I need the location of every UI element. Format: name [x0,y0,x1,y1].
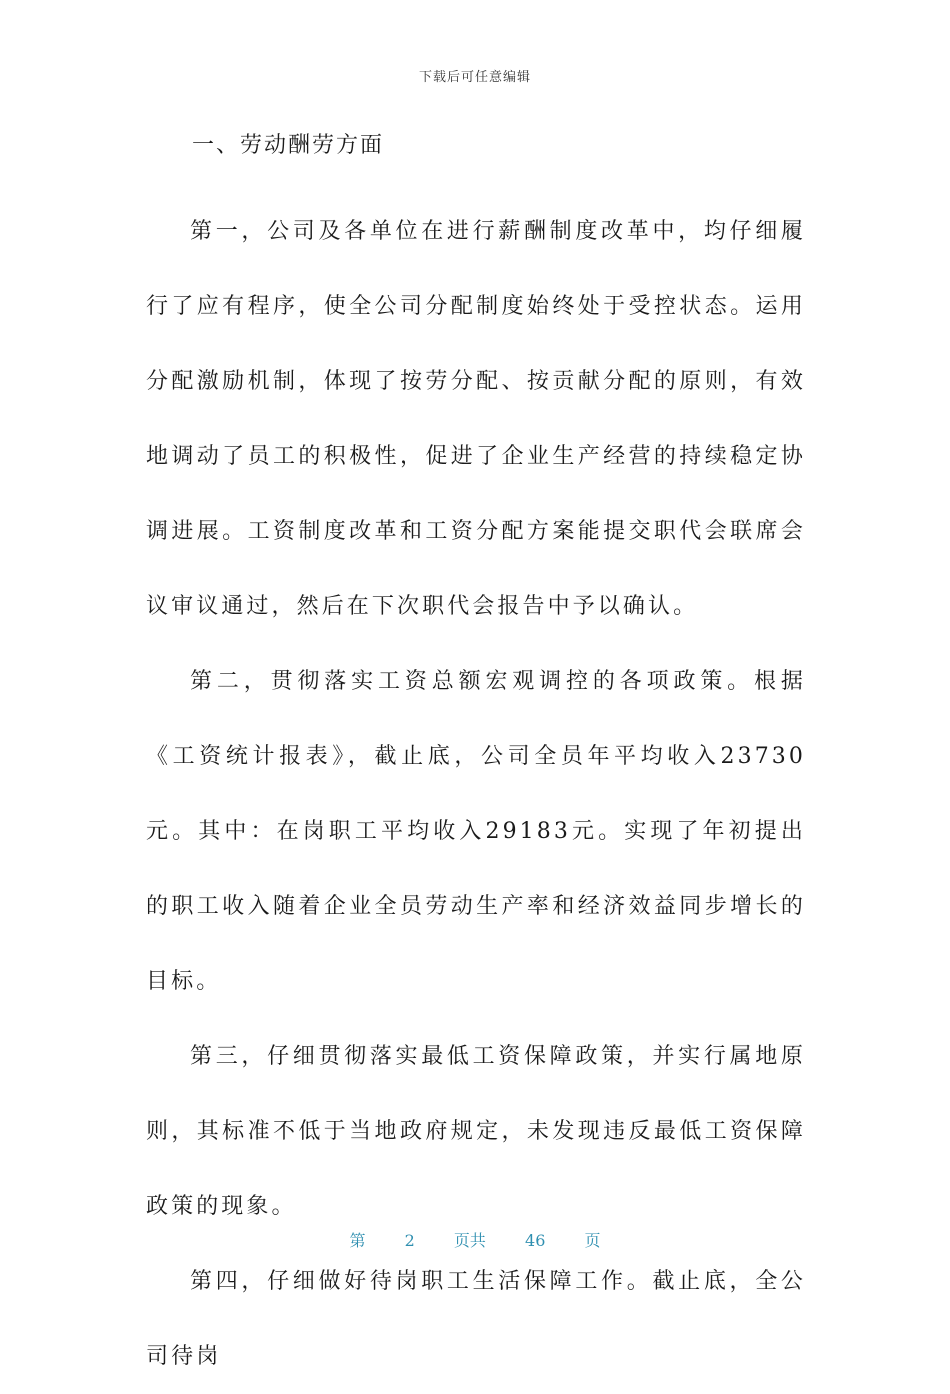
document-body [146,120,806,1394]
page-footer [0,1228,950,1251]
paragraph-2: 第二，贯彻落实工资总额宏观调控的各项政策。根据《工资统计报表》，截止底，公司全员年平均收入23730元。其中：在岗职工平均收入29183元。实现了年初提出的职工收入随着企业全员劳动生产率和经济效益同步增长的目标。 [146,669,806,994]
page-middle: 页共 [453,1231,486,1250]
page-total: 46 [525,1231,546,1250]
page-number: 2 [404,1231,415,1250]
section-heading: 一、劳动酬劳方面 [192,133,385,158]
page-prefix: 第 [349,1231,366,1250]
paragraph-1: 第一，公司及各单位在进行薪酬制度改革中，均仔细履行了应有程序，使全公司分配制度始终处于受控状态。运用分配激励机制，体现了按劳分配、按贡献分配的原则，有效地调动了员工的积极性，促进了企业生产经营的持续稳定协调进展。工资制度改革和工资分配方案能提交职代会联席会议审议通过，然后在下次职代会报告中予以确认。 [146,219,806,619]
header-note: 下载后可任意编辑 [418,70,531,85]
page-suffix: 页 [584,1231,601,1250]
paragraph-4: 第四，仔细做好待岗职工生活保障工作。截止底，全公司待岗 [146,1269,806,1369]
paragraph-3: 第三，仔细贯彻落实最低工资保障政策，并实行属地原则，其标准不低于当地政府规定，未发现违反最低工资保障政策的现象。 [146,1044,806,1219]
